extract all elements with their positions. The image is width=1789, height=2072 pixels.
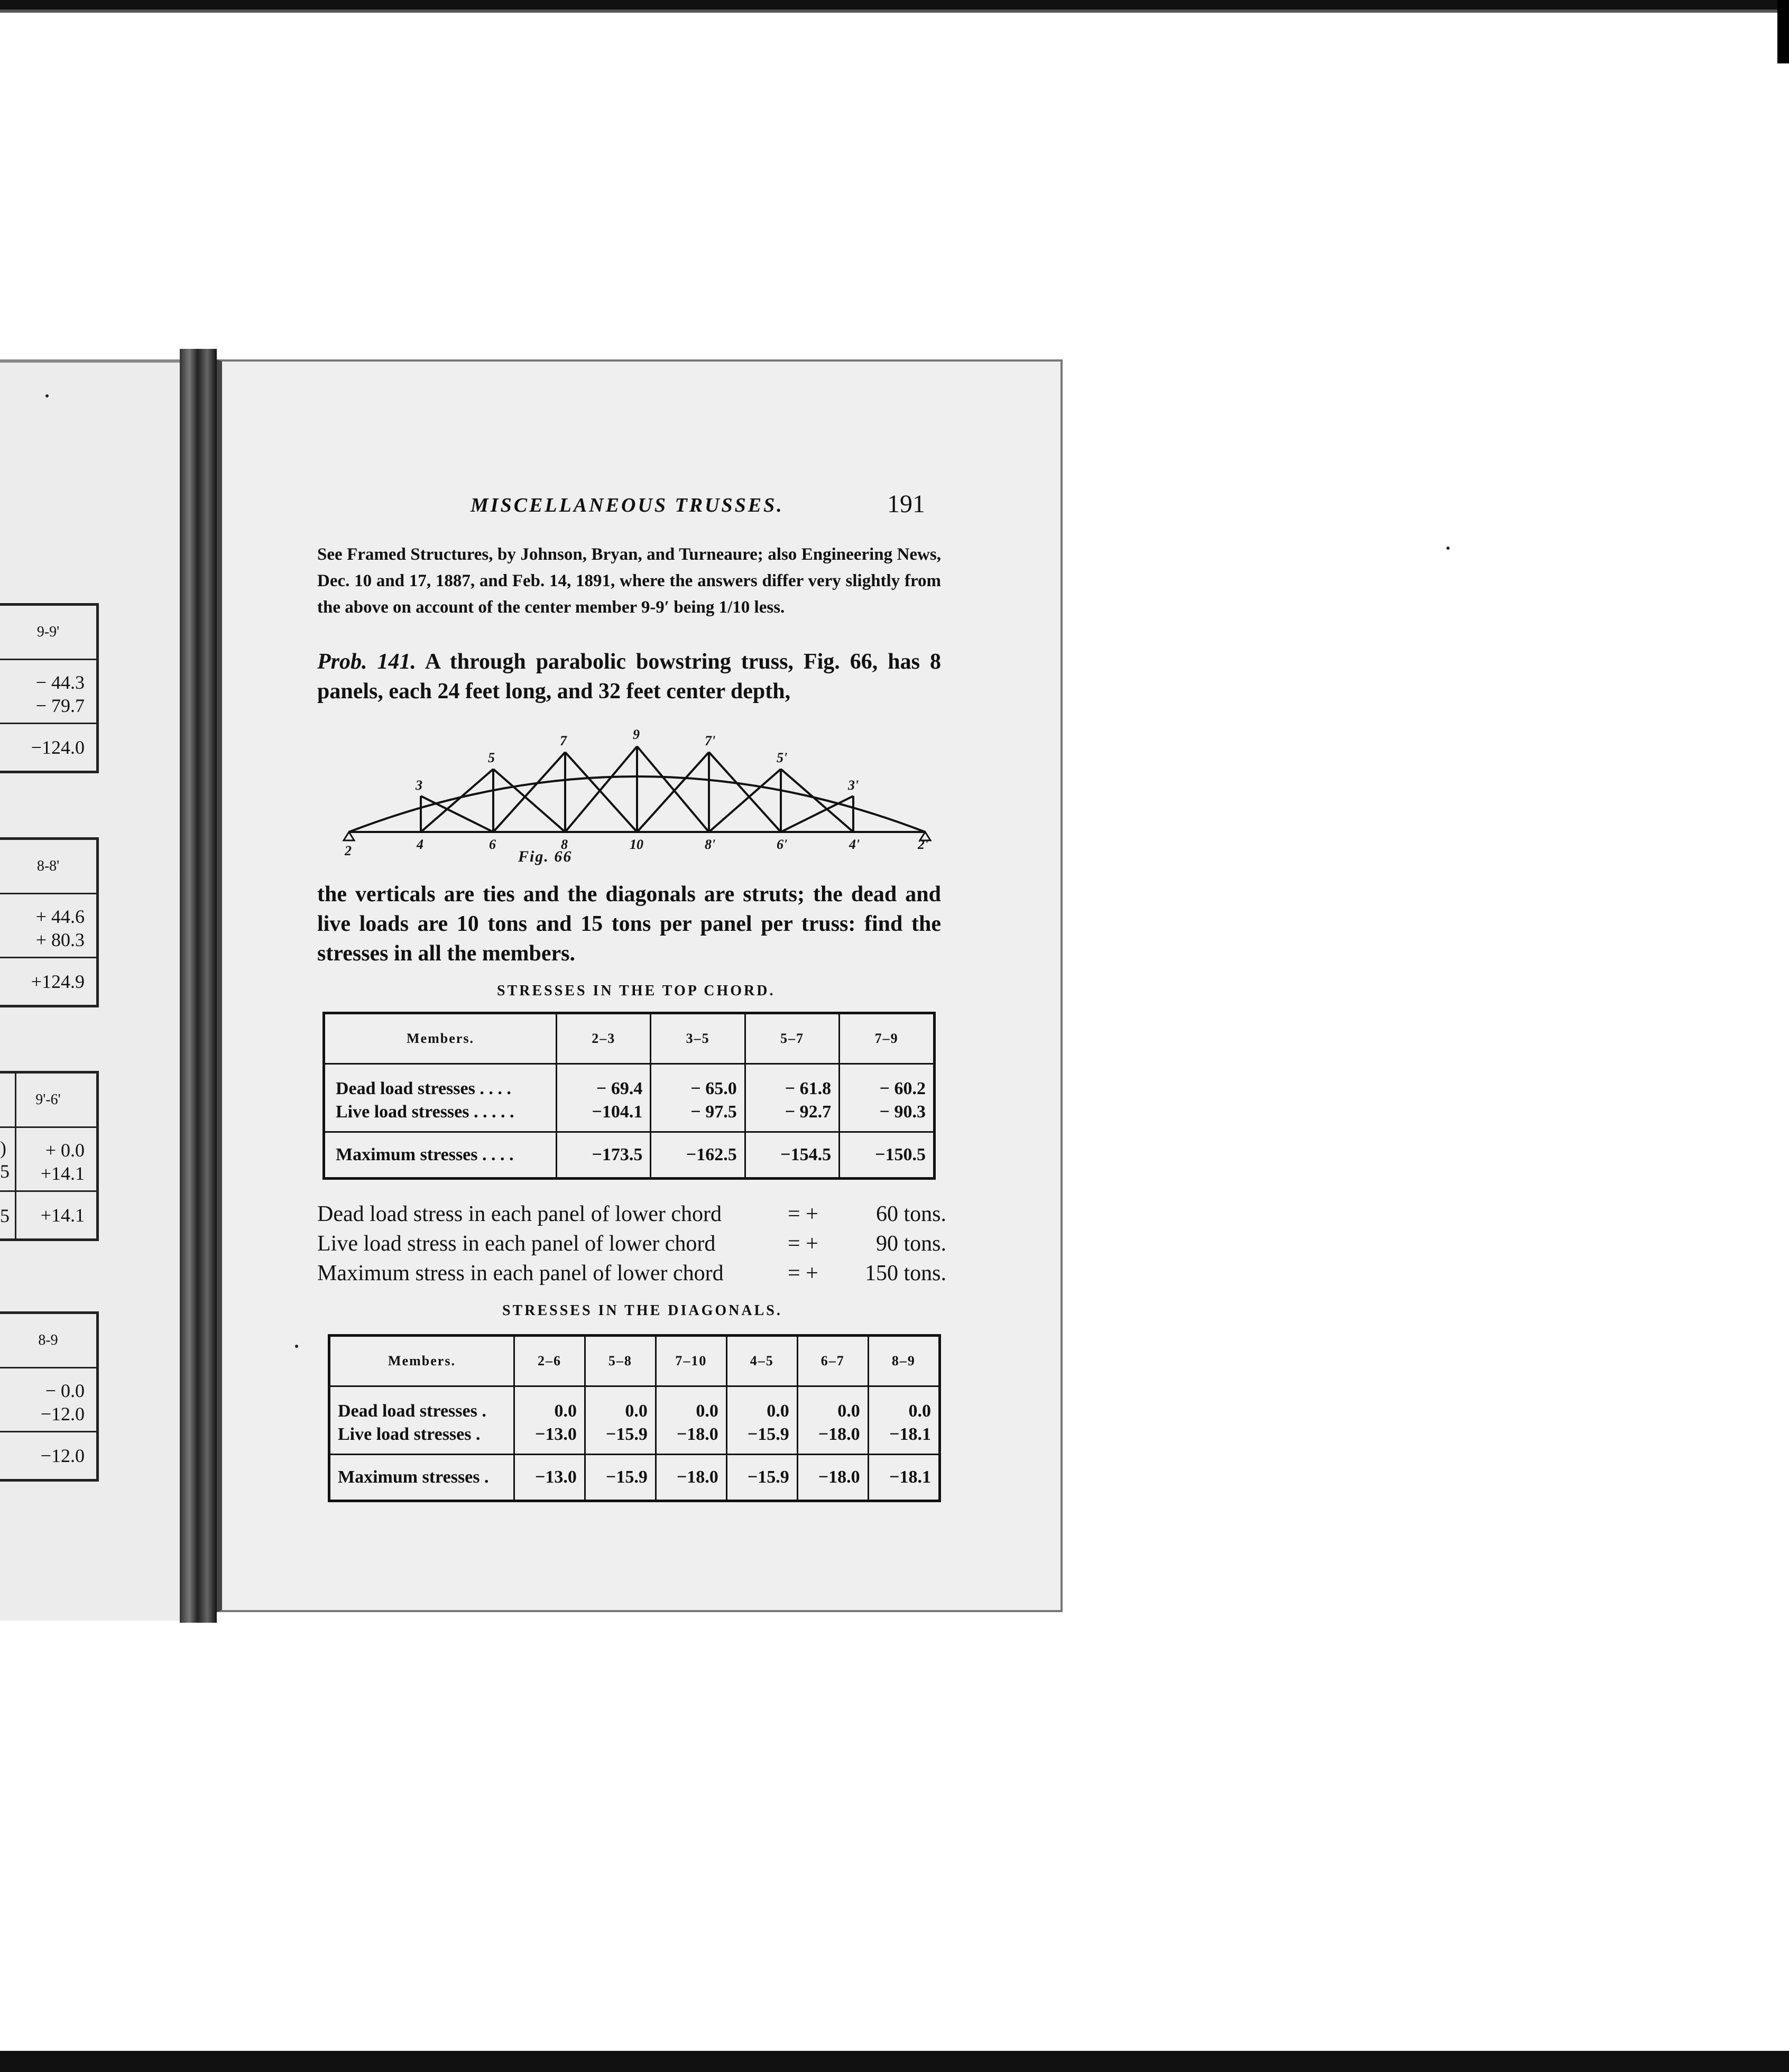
table-value: − 92.7: [785, 1102, 832, 1122]
table-value: − 90.3: [879, 1102, 926, 1122]
column-header: Members.: [329, 1336, 514, 1386]
table-value: 0.0: [767, 1401, 789, 1421]
table-value: −18.0: [818, 1424, 860, 1444]
row-label: Maximum stresses . . . .: [336, 1145, 514, 1164]
left-table-max: −124.0: [31, 737, 85, 758]
left-table-cell: + 80.3: [35, 929, 85, 950]
diagonals-table: [328, 1334, 941, 1502]
figure-label: 5: [488, 750, 495, 765]
left-table-cell: − 44.3: [35, 672, 85, 693]
left-table-2: [0, 837, 99, 1007]
left-table-fragment: 5: [0, 1205, 10, 1226]
speck: [45, 394, 49, 397]
lower-chord-line: [317, 1229, 946, 1259]
lower-chord-line: [317, 1259, 946, 1288]
table-cell: [840, 1064, 935, 1132]
figure-label: 7': [705, 733, 716, 748]
table-value: − 61.8: [785, 1079, 832, 1098]
lower-chord-text: Dead load stress in each panel of lower chord: [317, 1202, 722, 1226]
lower-chord-text: Live load stress in each panel of lower chord: [317, 1232, 716, 1256]
figure-label: 4': [849, 837, 860, 852]
row-label: Live load stresses .: [338, 1424, 481, 1444]
table-value: −13.0: [514, 1455, 585, 1501]
column-header: 2–3: [557, 1013, 651, 1064]
row-labels: [329, 1386, 514, 1455]
page-number: 191: [887, 490, 925, 518]
table-value: −15.9: [606, 1424, 648, 1444]
table-value: − 97.5: [690, 1102, 737, 1122]
left-table-cell: − 79.7: [35, 695, 85, 716]
column-header: 5–8: [585, 1336, 656, 1386]
row-labels: [324, 1064, 557, 1132]
left-table-4: [0, 1311, 99, 1482]
problem-continuation: the verticals are ties and the diagonals are struts; the dead and live loads are 10 tons and 15 tons per panel per truss: find the stresses in all the members.: [317, 882, 941, 966]
table-value: −15.9: [585, 1455, 656, 1501]
scan-bottom-border: [0, 2051, 1789, 2072]
diagonals-caption: STRESSES IN THE DIAGONALS.: [502, 1302, 782, 1319]
table-value: −15.9: [726, 1455, 797, 1501]
lower-chord-line: [317, 1199, 946, 1229]
table-cell: [557, 1064, 651, 1132]
truss-figure: [338, 710, 936, 864]
figure-label: 7: [560, 733, 567, 748]
table-value: −173.5: [557, 1132, 651, 1179]
left-table-header: 8-8': [0, 840, 96, 894]
left-table-cell: +14.1: [40, 1163, 85, 1184]
figure-label: 3: [416, 778, 422, 793]
figure-label: 3': [848, 778, 859, 793]
table-value: −18.0: [676, 1424, 718, 1444]
running-title: MISCELLANEOUS TRUSSES.: [471, 494, 784, 516]
table-value: −162.5: [651, 1132, 745, 1179]
speck: [1446, 547, 1450, 550]
column-header: 7–9: [840, 1013, 935, 1064]
figure-label: 10: [630, 837, 643, 852]
left-table-cell: + 0.0: [45, 1140, 85, 1161]
lower-chord-text: Maximum stress in each panel of lower chord: [317, 1261, 724, 1285]
table-cell: [797, 1386, 868, 1455]
column-header: 7–10: [656, 1336, 726, 1386]
left-table-max: +124.9: [31, 971, 85, 992]
row-label: Dead load stresses .: [338, 1401, 486, 1421]
column-header: 3–5: [651, 1013, 745, 1064]
column-header: 6–7: [797, 1336, 868, 1386]
left-table-header: 9-9': [0, 606, 96, 660]
table-cell: [514, 1386, 585, 1455]
table-value: 0.0: [696, 1401, 718, 1421]
table-value: 0.0: [554, 1401, 577, 1421]
lower-chord-eq: = +: [788, 1261, 818, 1285]
left-table-fragment: 5: [0, 1161, 10, 1182]
top-chord-table: [322, 1012, 936, 1180]
table-value: 0.0: [837, 1401, 860, 1421]
figure-label: 8': [705, 837, 716, 852]
lower-chord-eq: = +: [788, 1202, 818, 1226]
left-table-header: 8-9: [0, 1314, 96, 1368]
lower-chord-stresses: [317, 1199, 946, 1288]
figure-label: 5': [777, 750, 788, 765]
table-value: −18.0: [656, 1455, 726, 1501]
table-value: 0.0: [625, 1401, 648, 1421]
left-table-cell: + 44.6: [35, 906, 85, 927]
figure-label: 2': [918, 837, 929, 852]
column-header: 5–7: [745, 1013, 839, 1064]
speck: [295, 1345, 298, 1348]
table-value: −13.0: [535, 1424, 577, 1444]
left-table-max: +14.1: [40, 1205, 85, 1226]
problem-text: A through parabolic bowstring truss, Fig. 66, has 8 panels, each 24 feet long, and 32 feet center depth,: [317, 650, 941, 704]
figure-label: 8: [561, 837, 568, 852]
column-header: 8–9: [868, 1336, 939, 1386]
figure-label: 9: [633, 727, 640, 742]
table-cell: [745, 1064, 839, 1132]
left-table-column-rule: [15, 1074, 16, 1238]
scan-top-edge: [0, 10, 1789, 13]
column-header: Members.: [324, 1013, 557, 1064]
lower-chord-eq: = +: [788, 1232, 818, 1256]
table-value: −18.1: [868, 1455, 939, 1501]
table-cell: [726, 1386, 797, 1455]
left-table-1: [0, 603, 99, 773]
right-page: [217, 359, 1063, 1612]
column-header: 2–6: [514, 1336, 585, 1386]
scan-corner-mark: [1777, 0, 1789, 63]
table-value: −18.0: [797, 1455, 868, 1501]
table-value: −18.1: [889, 1424, 931, 1444]
table-value: − 65.0: [690, 1079, 737, 1098]
left-table-max: −12.0: [40, 1445, 85, 1466]
table-value: −150.5: [840, 1132, 935, 1179]
scan-top-border: [0, 0, 1789, 10]
figure-label: 4: [417, 837, 423, 852]
left-table-header: 9'-6': [0, 1074, 96, 1128]
figure-caption: Fig. 66: [518, 848, 573, 865]
page-header: [471, 490, 925, 525]
table-value: 0.0: [908, 1401, 931, 1421]
table-value: −154.5: [745, 1132, 839, 1179]
figure-label: 6': [777, 837, 788, 852]
table-value: − 60.2: [879, 1079, 926, 1098]
left-page: [0, 359, 184, 1621]
table-cell: [585, 1386, 656, 1455]
problem-statement: [317, 647, 941, 706]
left-table-fragment: ): [0, 1137, 6, 1159]
row-label: Maximum stresses .: [338, 1467, 489, 1487]
table-value: − 69.4: [596, 1079, 643, 1098]
column-header: 4–5: [726, 1336, 797, 1386]
row-label: Live load stresses . . . . .: [336, 1102, 514, 1122]
left-table-3: [0, 1071, 99, 1241]
figure-label: 6: [489, 837, 496, 852]
intro-paragraph: See Framed Structures, by Johnson, Bryan, and Turneaure; also Engineering News, Dec. 10 and 17, 1887, and Feb. 14, 1891, where the answers differ very slightly from the above on account of the center member 9-9′ being 1/10 less.: [317, 545, 941, 617]
left-table-cell: − 0.0: [45, 1380, 85, 1401]
problem-label: Prob. 141.: [317, 650, 417, 674]
lower-chord-value: 60 tons.: [870, 1202, 946, 1226]
row-label: Dead load stresses . . . .: [336, 1079, 511, 1098]
figure-label: 2: [345, 843, 352, 858]
table-value: −15.9: [747, 1424, 789, 1444]
left-table-cell: −12.0: [40, 1403, 85, 1424]
table-value: −104.1: [592, 1102, 643, 1122]
lower-chord-value: 150 tons.: [864, 1261, 946, 1285]
lower-chord-value: 90 tons.: [870, 1232, 946, 1256]
table-cell: [651, 1064, 745, 1132]
table-cell: [868, 1386, 939, 1455]
book-spine: [180, 349, 217, 1623]
top-chord-caption: STRESSES IN THE TOP CHORD.: [497, 983, 776, 999]
table-cell: [656, 1386, 726, 1455]
